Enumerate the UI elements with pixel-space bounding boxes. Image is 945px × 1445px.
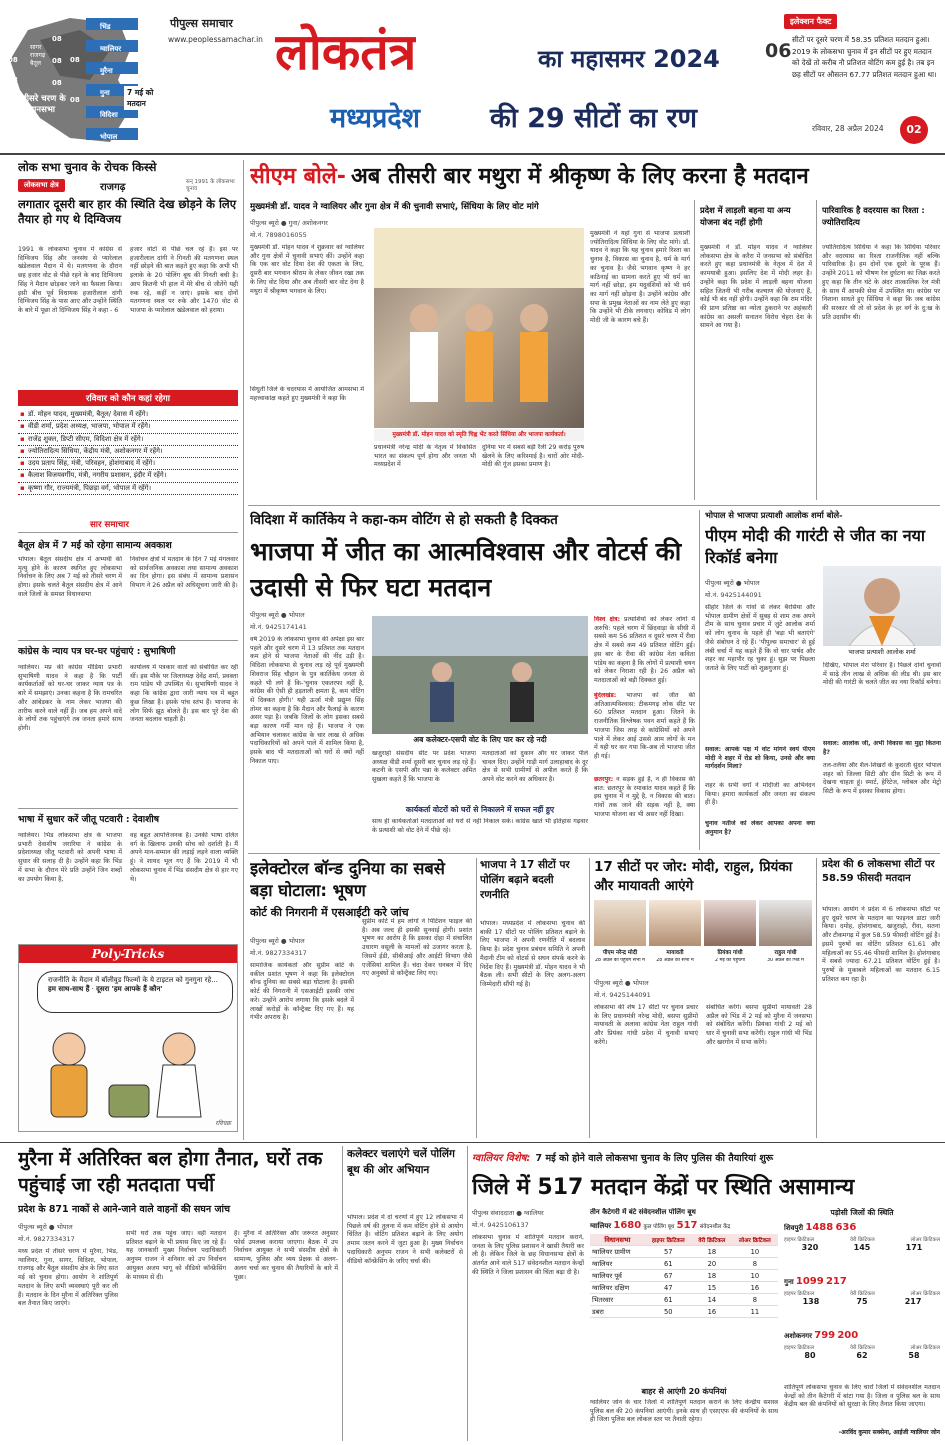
bonds-mobile: मो.नं. 9827334317: [250, 949, 307, 957]
morena-col1: मध्य प्रदेश में तीसरे चरण में मुरैना, भिंड, ग्वालियर, गुना, सागर, विदिशा, भोपाल, राजगढ़ और बैतूल संसदीय क्षेत्र के लिए सात मई को चुनाव होगा। आयोग ने शांतिपूर्ण मतदान के लिए सभी व्यवस्थाएं पूरी कर ली हैं। मतदान के दिन मुरैना में अतिरिक्त पुलिस बल तैनात किए जाएंगे।: [18, 1248, 118, 1308]
cm-headline: अब तीसरी बार मथुरा में श्रीकृष्ण के लिए करना है मतदान: [350, 164, 809, 189]
cm-photo-graphic: [374, 228, 584, 428]
cartoon-bubble: राजनीति के मैदान में बॉलीवुड फिल्मों के ये टाइटल को गुनगुना रहे... हम साथ-साथ हैं · दूसरा 'हम आपके हैं कौन': [37, 971, 233, 1013]
ig-quote: [784, 1384, 940, 1440]
bahar-title: बाहर से आएंगी 20 कंपनियां: [641, 1387, 727, 1396]
table-cell: 57: [645, 1246, 692, 1258]
cm-col1b: सिंधुती जिले के चदरयास में आयोजित आमसभा में महत्त्वाकांक्ष कहते हुए मुख्यमंत्री ने कहा कि: [250, 386, 364, 402]
district-card: [784, 1276, 940, 1328]
sub-label: हाइपर क्रिटिकल: [784, 1291, 815, 1297]
side-text: प्रत्याशियों को लेकर लोगों में अरुचि: पहले चरण में छिंदवाड़ा के सीधी में सबसे कम 56 प्रतिशत व दूसरे चरण में रीवा क्षेत्र में सबसे कम 49 प्रतिशत वोटिंग हुई। इस बार के रीवा की कांग्रेस नेता कविता पांडेय का कहना है कि लोगों में प्रत्याशी चयन को लेकर निराशा रही है। 26 अप्रैल को मतदाताओं को बड़ी दिक्कत हुई।: [594, 616, 695, 684]
table-cell: 16: [732, 1282, 778, 1294]
bhasha-col1: ग्वालियर। भिंड लोकसभा क्षेत्र के भाजपा प्रभारी देवाशीष जरारिया ने कांग्रेस के प्रदेशाध्यक्ष जीतू पटवारी को अपनी भाषा में सुधार की सलाह दी है। उन्होंने कहा कि भिंड में सभा के दौरान मेरे प्रति उन्होंने जिन शब्दों का उपयोग किया है,: [18, 832, 122, 883]
vidisha-strip: कार्यकर्ता वोटरों को घरों से निकालने में सफल नहीं हुए: [372, 804, 588, 816]
ravivar-item: ▪ डॉ. मोहन यादव, मुख्यमंत्री, बैतूल/ देवास में रहेंगे।: [18, 409, 238, 421]
district-lower: 171: [905, 1243, 923, 1252]
total-polling-booths-label: कुल पोलिंग बूथ: [643, 1224, 675, 1230]
map-note: विधानसभा: [22, 105, 55, 115]
leader-name: पीएम नरेन्द्र मोदी: [602, 950, 638, 956]
gwalior-mobile: मो.नं. 9425106137: [472, 1221, 529, 1229]
alok-col1b: सवाल: आपके पक्ष में वोट मांगने स्वयं पीएम मोदी ने शहर में रोड शो किया, उनसे और क्या मार्गदर्शन मिला?: [705, 746, 815, 771]
total-sensitive-label: संवेदनशील केंद्र: [699, 1224, 731, 1230]
alok-headline: पीएम मोदी की गारंटी से जीत का नया रिकॉर्ड बनेगा: [705, 526, 926, 567]
title-sub: का महासमर 2024: [538, 45, 720, 73]
vidisha-strip-text: साथ ही कार्यकर्ताओं मतदाताओं को घरों से नहीं निकाल सके। कांग्रेस खाते भी इतिहास गढ़वार के प्रत्याशी को वोट देने में पीछे रहे।: [372, 818, 588, 834]
table-cell: ग्वालियर ग्रामीण: [590, 1246, 645, 1258]
collector-headline: कलेक्टर चलाएंगे चलें पोलिंग बूथ की ओर अभियान: [347, 1148, 455, 1176]
table-cell: ग्वालियर: [590, 1258, 645, 1270]
rochak-section: [18, 160, 238, 390]
modi-col2: संबोधित करेंगे। बसपा सुप्रीमो मायावती 28 अप्रैल को भिंड में 2 मई को मुरैना में जनसभा को संबोधित करेंगी। प्रियंका गांधी 2 मई को धार में चुनावी सभा करेंगी। राहुल गांधी भी भिंड और खरगोन में सभा करेंगे।: [706, 1004, 812, 1046]
table-cell: 67: [645, 1270, 692, 1282]
district-card: [784, 1330, 940, 1382]
map-note: क्षेत्र: [22, 116, 33, 126]
side2-text: ज्योतिरादित्य सिंधिया ने कहा कि सिंधिया परिवार और वदरयास का रिश्ता राजनीतिक नहीं बल्कि पारिवारिक है। हम दोनों एक दूसरे के पूरक हैं। उन्होंने 2011 को भीषण रेल दुर्घटना का जिक्र करते हुए कहा कि तीन घंटे के अंदर तात्कालिक रेल मंत्री के साथ मैं आपकी सेवा में उपस्थित था। कांग्रेस पर निशाना साधते हुए सिंधिया ने कहा कि जब कांग्रेस की सरकार थी तो वो प्रदेश के हर वर्ग के दु:ख के प्रति उदासीन थी।: [822, 244, 940, 321]
side2-headline: पारिवारिक है वदरयास का रिश्ता : ज्योतिरादित्य: [822, 205, 925, 227]
saar-label: सार समाचार: [90, 520, 129, 530]
vidisha-photo-text2: मतदाताओं को दुकान और घर जाकर पीले चावल दिए। उन्होंने गाड़ी मार्ग उलाहाबाद के दूर क्षेत्र से सभी ग्रामीणों से अपील करते हैं कि अपने वोट करने का अधिकार है।: [482, 750, 588, 784]
cm-side2: [822, 204, 940, 500]
side-tag: विश्व क्षेत्र:: [594, 616, 621, 623]
cartoon-illustration: [29, 1019, 229, 1127]
leader-photo: [594, 900, 646, 946]
leader-photo: [704, 900, 756, 946]
leader-card: [704, 900, 756, 974]
masthead: [0, 0, 945, 152]
seventeen-col1: भोपाल। मध्यप्रदेश में लोकसभा चुनाव की बाकी 17 सीटों पर पोलिंग प्रतिशत बढ़ाने के लिए भाजपा ने अपनी रणनीति में बदलाव किया है। प्रदेश चुनाव प्रबंधन समिति ने अपनी मैदानी टीम को वोटर्स से सघन संपर्क करने के निर्देश दिए हैं। मुख्यमंत्री डॉ. मोहन यादव ने भी बैठक ली। सभी सीटों के लिए अलग-अलग जिम्मेदारी सौंपी गई है।: [480, 920, 585, 988]
quote-text: शांतिपूर्ण लोकसभा चुनाव के लिए चारों जिलों में संवेदनशील मतदान केन्द्रों को तीन कैटेगरी में बांटा गया है। जिला व पुलिस बल के साथ केंद्रीय बल की कंपनियों को सुरक्षा के लिए तैनात किया जाएगा।: [784, 1384, 940, 1409]
vidisha-photo-text: खजुराहो संसदीय सीट पर प्रदेश भाजपा अध्यक्ष वीडी शर्मा दूसरी बार चुनाव लड़ रहे हैं। कटनी के एसपी और पन्ना के कलेक्टर अमित सुखला कहते हैं कि भाजपा के: [372, 750, 476, 784]
table-row: [590, 1294, 778, 1306]
map-num: 08: [8, 36, 18, 44]
cm-photo: [374, 228, 584, 428]
fact-text: सीटों पर दूसरे चरण में 58.35 प्रतिशत मतदान हुआ। 2019 के लोकसभा चुनाव में इन सीटों पर हुए मतदान को देखें तो करीब नौ प्रतिशत वोटिंग कम हुई है। तब इन छह सीटों पर औसतन 67.77 प्रतिशत मतदान हुआ था।: [792, 35, 937, 79]
vidisha-side-block: [594, 616, 695, 688]
bhasha-story: [18, 812, 238, 940]
bhasha-headline: भाषा में सुधार करें जीतू पटवारी : देवाशीष: [18, 814, 160, 825]
fact-story: [822, 858, 940, 1138]
leader-name: मायावती: [666, 950, 684, 956]
page-number: 02: [900, 116, 928, 144]
district-lower: 58: [908, 1351, 920, 1360]
cm-deck: मुख्यमंत्री डॉ. यादव ने ग्वालियर और गुना क्षेत्र में की चुनावी सभाएं, सिंधिया के लिए वोट मांगे: [250, 202, 539, 212]
quote-author: -अरविंद कुमार सक्सेना, आईजी ग्वालियर जोन: [838, 1429, 940, 1436]
kshetra-tag: लोकसभा क्षेत्र: [18, 179, 65, 192]
bonds-col1: सामाजिक कार्यकर्ता और सुप्रीम कोर्ट के वकील प्रशांत भूषण ने कहा कि इलेक्टोरल बॉन्ड दुनिया का सबसे बड़ा घोटाला है। इसकी कोर्ट की निगरानी में एसआईटी इसकी जांच करे। उन्होंने आरोप लगाया कि इसके बदले में लाखों करोड़ों के कॉन्ट्रैक्ट दिए गए हैं। यह गंभीर अपराध है।: [250, 962, 354, 1022]
padosi-box: [784, 1208, 940, 1382]
district-sensitive: 200: [837, 1330, 859, 1341]
map-num: 08: [52, 57, 62, 65]
morena-deck: प्रदेश के 871 नाकों से आने-जाने वाले वाहनों की सघन जांच: [18, 1204, 231, 1215]
district-hyper: 320: [801, 1243, 819, 1252]
table-cell: भितरवार: [590, 1294, 645, 1306]
cartoon-signature: रविचक्र: [215, 1120, 231, 1127]
title-main: लोकतंत्र: [275, 23, 417, 81]
sub-label: लोअर क्रिटिकल: [910, 1345, 940, 1351]
modi-byline: पीपुल्स ब्यूरो ● भोपाल: [594, 979, 649, 987]
cm-headline-red: सीएम बोले-: [250, 164, 346, 189]
date: रविवार, 28 अप्रैल 2024: [812, 124, 884, 133]
leader-photo: [649, 900, 701, 946]
table-header-row: [590, 1234, 778, 1246]
map-note: मतदान: [127, 99, 146, 108]
leader-name: प्रियंका गांधी: [717, 950, 743, 956]
vidisha-story: [250, 510, 695, 860]
map-label: मुरैना: [100, 67, 113, 75]
table-cell: 10: [732, 1270, 778, 1282]
small-tag: सन्‌ 1991 के लोकसभा चुनाव: [186, 179, 235, 192]
map-num: 08: [8, 56, 18, 64]
alok-photo: [823, 566, 941, 646]
table-cell: ग्वालियर दक्षिण: [590, 1282, 645, 1294]
vidisha-headline: भाजपा में जीत का आत्मविश्वास और वोटर्स की उदासी से फिर घटा मतदान: [250, 537, 682, 602]
subtitle-state: मध्यप्रदेश: [330, 103, 421, 134]
brand-name: पीपुल्स समाचार: [170, 17, 233, 30]
vidisha-col1: वर्ष 2019 के लोकसभा चुनाव की अपेक्षा इस बार पहले और दूसरे चरण में 13 प्रतिशत तक मतदान कम होने से भाजपा नेताओं की नींद उड़ी है। विदिशा लोकसभा से चुनाव लड़ रहे पूर्व मुख्यमंत्री शिवराज सिंह चौहान के पुत्र कार्तिकेय जनता से कहते भी लगे हैं कि-'चुनाव एकतरफा नहीं है, कांग्रेस की ऐसी ही हड़ताली क्षमता है, कम वोटिंग से दिक्कत होगी।' यही ऊर्जा मंत्री प्रद्युम्न सिंह तोमर का कहना है कि मैदान और फैलाई के कारण असर पड़ा है। जबकि जिलों के लोग इसका सबसे बड़ा कारण गर्मी मान रहे हैं। भाजपा ने एक अभियान चलाकर कांग्रेस के चार लाख से अधिक पदाधिकारियों को अपने पाले में शामिल किया है, इसके बाद भी मतदाताओं को घरों से क्यों नहीं निकाल पाए।: [250, 636, 364, 765]
cm-col3: मुख्यमंत्री ने यहां गुना से भाजपा प्रत्याशी ज्योतिरादित्य सिंधिया के लिए वोट मांगे। डॉ. यादव ने कहा कि यह चुनाव हमारे रिश्ता का चुनाव है, विकास का चुनाव है, धर्म के मार्ग का चुनाव है। जैसे भगवान कृष्ण ने हर कठिनाई का सामना करते हुए भी धर्म का मार्ग नहीं छोड़ा, हम यदुवंशियों को भी धर्म का मार्ग नहीं छोड़ना है। उन्होंने कांग्रेस और सपा के प्रमुख नेताओं का नाम लेते हुए कहा कि उन्होंने भी टीके लगवाए। कोविड में लोग मोदी जी के कारण बचे हैं।: [590, 230, 690, 325]
map-num: 08: [70, 56, 80, 64]
side-tag: छतरपुर:: [594, 776, 614, 783]
subtitle-rest: की 29 सीटों का रण: [490, 103, 698, 134]
sub-label: वेरी क्रिटिकल: [849, 1237, 875, 1243]
district-sensitive: 217: [825, 1276, 847, 1287]
sub-label: वेरी क्रिटिकल: [849, 1345, 875, 1351]
vidisha-photo-caption: अब कलेक्टर-एसपी वोट के लिए पार कर रहे नदी: [372, 734, 588, 746]
collector-story: [347, 1146, 463, 1441]
morena-headline: मुरैना में अतिरिक्त बल होगा तैनात, घरों तक पहुंचाई जा रही मतदाता पर्ची: [18, 1148, 323, 1196]
table-cell: 8: [732, 1258, 778, 1270]
betul-story: [18, 538, 238, 638]
rochak-col2: हजार वोटों से पीछे चल रहे हैं। इस पर हजारीलाल दांगी ने गिनती की मतगणना स्थल नहीं छोड़ने की बात कहते हुए कहा कि अभी भी इलाके के 20 पोलिंग बूथ की गिनती बची है। आप कितनी भी हाल में मेरे बीच से जीतेंगे यही रुक रहे, कहीं न जाएं। इसके बाद दोनों मतगणना स्थल पर रुके और 1470 वोट से भाजपा के प्यारेलाल खंडेलवाल को हराया।: [130, 246, 238, 314]
vidisha-mobile: मो.नं. 9425174141: [250, 623, 307, 631]
vidisha-byline: पीपुल्स ब्यूरो ● भोपाल: [250, 611, 305, 619]
sub-label: वेरी क्रिटिकल: [849, 1291, 875, 1297]
sub-label: हाइपर क्रिटिकल: [784, 1237, 815, 1243]
side-tag: बुंदेलखंड:: [594, 692, 617, 699]
vidisha-kicker: विदिशा में कार्तिकेय ने कहा-कम वोटिंग से हो सकती है दिक्कत: [250, 512, 558, 528]
map-label: राजगढ़: [30, 52, 46, 59]
leader-photo: [759, 900, 812, 946]
alok-photo-graphic: [823, 566, 941, 646]
sub-label: लोअर क्रिटिकल: [910, 1237, 940, 1243]
cm-col1: मुख्यमंत्री डॉ. मोहन यादव ने शुक्रवार को ग्वालियर और गुना क्षेत्रों में चुनावी सभाएं कीं। उन्होंने कहा कि एक बार वोट दिया देश की एकता के लिए, दूसरी बार भगवान श्रीराम के लेकर जीवन रखा तक के लिए वोट दिया और अब तीसरी बार वोट देना है मथुरा में श्रीकृष्ण भगवान के लिए।: [250, 244, 364, 295]
bonds-headline: इलेक्टोरल बॉन्ड दुनिया का सबसे बड़ा घोटाला: भूषण: [250, 859, 445, 900]
gwalior-col1: लोकसभा चुनाव में शांतिपूर्ण मतदान कराने, जनता के लिए पुलिस प्रशासन ने खासी तैयारी कर ली है। लेकिन जिले के छह विधानसभा क्षेत्रों के अंतर्गत आने वाले 517 संवेदनशील मतदान केन्द्रों की स्थिति ने जिला प्रशासन की चिंता बढ़ा दी है।: [472, 1234, 584, 1276]
booth-table: [590, 1234, 778, 1318]
district-hyper: 80: [804, 1351, 816, 1360]
gwalior-headline: जिले में 517 मतदान केंद्रों पर स्थिति असामान्य: [472, 1175, 855, 1200]
map-label: गुना: [100, 89, 110, 97]
table-cell: 14: [692, 1294, 732, 1306]
district-total: 1488: [805, 1222, 834, 1233]
rochak-title: लोक सभा चुनाव के रोचक किस्से: [18, 160, 157, 174]
table-cell: 16: [692, 1306, 732, 1318]
bonds-byline: पीपुल्स ब्यूरो ● भोपाल: [250, 937, 305, 945]
ravivar-item: ▪ उदय प्रताप सिंह, मंत्री, परिवहन, होशंगाबाद में रहेंगे।: [18, 458, 238, 470]
table-cell: 47: [645, 1282, 692, 1294]
table-cell: 20: [692, 1258, 732, 1270]
table-cell: ग्वालियर पूर्व: [590, 1270, 645, 1282]
side-text: न सड़क हुई है, न ही विकास की बात: छतरपुर के रमाकांत यादव कहते हैं कि इस चुनाव में न मुद्दे है, न विकास की बात। गांवों तक जाने की सड़क नहीं है, क्या भाजपा योजना का भी असर नहीं दिखा।: [594, 776, 695, 818]
leader-date: 30 अप्रैल को भिंड में: [767, 958, 804, 963]
leader-date: 28 अप्रैल को पहुंचेंगे सभा में: [594, 958, 646, 963]
alok-photo-caption: भाजपा प्रत्याशी आलोक शर्मा: [823, 646, 941, 658]
gwalior-story: [472, 1146, 940, 1441]
fact-text: भोपाल। आयोग ने प्रदेश में 6 लोकसभा सीटों पर हुए दूसरे चरण के मतदान का फाइनल डाटा जारी किया। दमोह, होशंगाबाद, खजुराहो, रीवा, सतना और टीकमगढ़ में कुल 58.59 फीसदी वोटिंग हुई है। इसमें पुरुषों का वोटिंग प्रतिशत 61.61 और महिलाओं का 55.46 फीसदी शामिल है। होशंगाबाद में सबसे ज्यादा 67.21 प्रतिशत वोटिंग हुई है। पुरुषों के मुकाबले महिलाओं का मतदान 6.15 प्रतिशत कम रहा है।: [822, 906, 940, 983]
table-cell: 18: [692, 1246, 732, 1258]
cm-col2: दुनिया भर में सबसे बड़ी रैली 29 करोड़ पुरुष खेलने के लिए करिश्माई है। चारों ओर मोदी-मोदी की गूंज इसका प्रमाण है।: [482, 444, 584, 469]
district-name: अशोकनगर: [784, 1332, 812, 1340]
table-cell: 11: [732, 1306, 778, 1318]
map-label: ग्वालियर: [100, 45, 122, 53]
modi-headline: 17 सीटों पर जोर: मोदी, राहुल, प्रियंका और मायावती आएंगे: [594, 859, 793, 894]
collector-col1: भोपाल। प्रदेश में दो चरणों में हुए 12 लोकसभा में पिछले वर्ष की तुलना में कम वोटिंग होने से आयोग चिंतित है। वोटिंग प्रतिशत बढ़ाने के लिए अयोग तमाम जतन करने में जुटा हुआ है। मुख्य निर्वाचन पदाधिकारी अनुपम राजन ने सभी कलेक्टरों से वीडियो कॉन्फ्रेंसिंग के जरिए चर्चा की।: [347, 1214, 463, 1265]
ravivar-title: रविवार को कौन कहां रहेगा: [18, 390, 238, 406]
gwalior-kicker-red: ग्वालियर विशेष:: [472, 1153, 531, 1164]
alok-story: [705, 510, 941, 850]
booth-table-box: [590, 1208, 778, 1388]
cartoon-text: दूसरा 'हम आपके हैं कौन': [96, 985, 163, 993]
poly-tricks-box: [18, 944, 238, 1132]
brand-url: www.peoplessamachar.in: [168, 35, 263, 44]
table-cell: 8: [732, 1294, 778, 1306]
alok-byline: पीपुल्स ब्यूरो ● भोपाल: [705, 579, 760, 587]
district-name: शिवपुरी: [784, 1224, 804, 1232]
vidisha-photo: [372, 616, 588, 734]
table-row: [590, 1258, 778, 1270]
district-very: 75: [856, 1297, 868, 1306]
alok-mobile: मो.नं. 9425144091: [705, 591, 762, 599]
table-cell: 61: [645, 1258, 692, 1270]
ravivar-item: ▪ ज्योतिरादित्य सिंधिया, केंद्रीय मंत्री, अशोकनगर में रहेंगे।: [18, 446, 238, 458]
table-row: [590, 1306, 778, 1318]
district-total: 799: [814, 1330, 836, 1341]
vidisha-side: [594, 616, 695, 852]
alok-col2: दिखिए, भोपाल मेरा परिवार है। पिछले दोनों चुनावों में साढ़े तीन लाख से अधिक की लीड थी। इस बार मोदी की गारंटी के चलते जीत का नया रिकॉर्ड बनेगा।: [823, 662, 941, 687]
seventeen-story: [480, 858, 585, 1138]
table-cell: 50: [645, 1306, 692, 1318]
map-note: तीसरे चरण के: [22, 94, 66, 104]
total-polling-booths: 1680: [613, 1220, 642, 1231]
leader-name: राहुल गांधी: [774, 950, 797, 956]
alok-col2b: सवाल: आलोक जी, अभी विकास का मुद्दा कितना है?: [823, 740, 941, 756]
bonds-story: [250, 858, 472, 1138]
ravivar-item: ▪ राजेंद्र शुक्ल, डिप्टी सीएम, विदिशा क्षेत्र में रहेंगे।: [18, 434, 238, 446]
district-very: 145: [853, 1243, 871, 1252]
congress-col1: ग्वालियर। मप्र की कांग्रेस मीडिया प्रभारी सुभाषिणी यादव ने कहा है कि पार्टी कार्यकर्ताओं को घर-घर जाकर न्याय पत्र के बारे में समझाएं। उनका कहना है कि रामचरित और आंबेडकर के नाम लेकर भाजपा की तारीफ करने वाले नहीं हैं। जब हम अपने वादे के लोगों तक पहुंचाएंगे तब जनता हमारे साथ होगी।: [18, 664, 122, 732]
district-card: [784, 1222, 940, 1274]
cm-photo-caption: मुख्यमंत्री डॉ. मोहन यादव को स्मृति चिह्न भेंट करते सिंधिया और भाजपा कार्यकर्ता।: [374, 429, 584, 441]
modi-story: [594, 858, 812, 1138]
cm-byline: पीपुल्स ब्यूरो ● गुना/ अशोकनगर: [250, 219, 328, 227]
alok-col1d: चुनाव नतीजे को लेकर आपका अपना क्या अनुमान है?: [705, 820, 815, 836]
bonds-deck: कोर्ट की निगरानी में एसआईटी करे जांच: [250, 906, 409, 919]
table-cell: 10: [732, 1246, 778, 1258]
ravivar-box: [18, 390, 238, 510]
morena-story: [18, 1146, 338, 1441]
table-header: लोअर क्रिटिकल: [732, 1234, 778, 1246]
betul-headline: बैतूल क्षेत्र में 7 मई को रहेगा सामान्य अवकाश: [18, 540, 172, 551]
map-num: 08: [52, 35, 62, 43]
cartoon-text: हम साथ-साथ हैं: [48, 985, 90, 993]
leader-date: 28 अप्रैल को सभा में: [656, 958, 694, 963]
side1-headline: प्रदेश में लाड़ली बहना या अन्य योजना बंद नहीं होगी: [700, 205, 791, 227]
sub-label: हाइपर क्रिटिकल: [784, 1345, 815, 1351]
table-header: वेरी क्रिटिकल: [692, 1234, 732, 1246]
rally-photos: [594, 900, 812, 974]
alok-kicker: भोपाल से भाजपा प्रत्याशी आलोक शर्मा बोले-: [705, 510, 843, 520]
map-num: 08: [52, 79, 62, 87]
morena-col3: है। मुरैना में अतिरिक्त और जरूरत अनुसार फोर्स उपलब्ध कराया जाएगा। बैठक में उप निर्वाचन आयुक्त ने सभी संसदीय क्षेत्रों के सामान्य, पुलिस और व्यय प्रेक्षक से अलग-अलग चर्चा कर चुनाव की तैयारियों के बारे में पूछा।: [234, 1230, 338, 1281]
alok-col1: सीहोर जिले के गांवों से लेकर बैरसिया और भोपाल ग्रामीण क्षेत्रों में सुबह से शाम तक अपने टीम के साथ चुनाव प्रचार में जुटे आलोक शर्मा को लोग चुनाव के पहले ही 'बड़ा भी बताएंगे' जैसे संबोधन दे रहे हैं। 'पीपुल्स समाचार' से हुई लंबी चर्चा में यह कहते हैं कि वो चार पार्षद और शहर का महापौर रह चुका हूं। सुझ पर पिछ्ला जताते के लिए पार्टी को शुक्रगुजार हूं।: [705, 604, 815, 672]
cm-col2a: प्रधानमंत्री नरेन्द्र मोदी के नेतृत्व में विकसित भारत का संकल्प पूर्ण होगा और जनता भी मध्यप्रदेश में: [374, 444, 476, 469]
cm-mobile: मो.नं. 7898016055: [250, 231, 307, 239]
alok-col1c: शहर के सभी वर्गों ने मोदीजी का अभिनंदन किया। हमारा कार्यकर्ता और जनता का संकल्प ही है।: [705, 782, 815, 807]
table-cell: 18: [692, 1270, 732, 1282]
map-label: भिंड: [100, 23, 111, 31]
district-total: 1099: [795, 1276, 824, 1287]
leader-card: [594, 900, 646, 974]
congress-col2: कार्यालय में पत्रकार वार्ता को संबोधित कर रही थीं। इस मौके पर जिलाध्यक्ष देवेंद्र शर्मा, प्रवक्ता राम पांडेय भी उपस्थित थे। सुभाषिणी यादव ने कहा कि कांग्रेस द्वारा जारी न्याय पत्र में बहुत कुछ लिखा है। इसके पांच स्तंभ हैं। भाजपा के लोग सिर्फ झूठ बोलते हैं। इस बार पूरे देश की जनता बदलाव चाहती है।: [130, 664, 238, 724]
table-row: [590, 1282, 778, 1294]
table-cell: डबरा: [590, 1306, 645, 1318]
ravivar-item: ▪ कृष्णा गौर, राज्यमंत्री, पिछड़ा वर्ग, भोपाल में रहेंगे।: [18, 483, 238, 495]
fact-headline: प्रदेश की 6 लोकसभा सीटों पर 58.59 फीसदी मतदान: [822, 859, 935, 884]
gwalior-kicker: 7 मई को होने वाले लोकसभा चुनाव के लिए पुलिस की तैयारियां शुरू: [535, 1153, 774, 1164]
seventeen-headline: भाजपा ने 17 सीटों पर पोलिंग बढ़ाने बदली रणनीति: [480, 859, 570, 901]
table-header: हाइपर क्रिटिकल: [645, 1234, 692, 1246]
rochak-headline: लगातार दूसरी बार हार की स्थिति देख छोड़ने के लिए तैयार हो गए थे दिग्विजय: [18, 197, 237, 226]
election-fact-label: इलेक्शन फैक्ट: [784, 14, 837, 29]
map-num: 08: [70, 96, 80, 104]
district-lower: 217: [904, 1297, 922, 1306]
morena-byline: पीपुल्स ब्यूरो ● भोपाल: [18, 1223, 73, 1231]
bonds-col2: सुप्रीम कोर्ट में हम लोगों ने पिटिशन फाइल की है। अब जल्द ही इसकी सुनवाई होगी। प्रशांत भूषण का आरोप है कि इसका दोहा में संचालित उधारण वसूली के मामलों को उजागर करता है, जिसमें ईडी, सीबीआई और आईटी विभाग जैसे एजेंसियां शामिल हैं। चंदा देकर धनबल में दिए गए अनुबंधों से कॉन्ट्रैक्ट लिए गए।: [362, 918, 472, 978]
bahar-box: [590, 1386, 778, 1440]
morena-mobile: मो.नं. 9827334317: [18, 1235, 75, 1243]
bhasha-col2: वह बहुत आपत्तिजनक है। उनकी भाषा दलित वर्ग के खिलाफ उनकी सोच को दर्शाती है। मैं अपने मान-सम्मान की लड़ाई लड़ने वाला व्यक्ति हूं। वे शायद भूल गए हैं कि 2019 में भी लोकसभा चुनाव में भिंड संसदीय क्षेत्र से हार गए थे।: [130, 832, 238, 883]
total-sensitive: 517: [676, 1220, 698, 1231]
vidisha-photo-graphic: [372, 616, 588, 734]
fact-number: 06: [765, 40, 792, 62]
congress-headline: कांग्रेस के न्याय पत्र घर-घर पहुंचाएं : सुभाषिणी: [18, 646, 176, 657]
cm-main: [250, 200, 690, 500]
table-header: विधानसभा: [590, 1234, 645, 1246]
gwalior-byline: पीपुल्स संवाददाता ● ग्वालियर: [472, 1209, 544, 1217]
table-cell: 15: [692, 1282, 732, 1294]
congress-story: [18, 644, 238, 804]
leader-card: [649, 900, 701, 974]
side1-text: मुख्यमंत्री ने डॉ. मोहन यादव ने ग्वालियर लोकसभा क्षेत्र के करैरा में जनसभा को संबोधित करते हुए कहा प्रधानमंत्री के नेतृत्व में देश में कामयाबी हुआ। इसलिए देश में मोदी लहर है। उन्होंने कहा कि प्रदेश में लाड़ली बहना योजना सहित जितनी भी गरीब कल्याण की योजनाएं हैं, कोई भी बंद नहीं होगी। उन्होंने कहा कि राम मंदिर की प्राण प्रतिष्ठा का न्योता ठुकराने पर अहंकारी कांग्रेस का असली सनातन विरोध चेहरा देश के सामने आ गया है।: [700, 244, 812, 330]
vidisha-side-block: [594, 776, 695, 850]
map-note: 7 मई को: [127, 88, 154, 97]
bahar-text: ग्वालियर जोन के चार जिलों में शांतिपूर्ण मतदान कराने के लिए केन्द्रीय सशस्त्र पुलिस बल की 20 कंपनियां आएंगी। इनके साथ ही एसएएफ की कंपनियों के साथ ही जिला पुलिस बल लोकल स्तर पर तैनाती रहेगा।: [590, 1399, 778, 1424]
map-label: भोपाल: [100, 133, 118, 141]
cm-side1: [700, 204, 812, 500]
map-num: 08: [8, 76, 18, 84]
district-name: गुना: [784, 1278, 794, 1286]
table-title: तीन कैटेगरी में बंटे संवेदनशील पोलिंग बूथ: [590, 1208, 696, 1216]
ravivar-item: ▪ कैलाश विजयवर्गीय, मंत्री, नगरीय प्रशासन, इंदौर में रहेंगे।: [18, 470, 238, 482]
total-label: ग्वालियर: [590, 1222, 612, 1230]
modi-mobile: मो.नं. 9425144091: [594, 991, 651, 999]
district-sensitive: 636: [835, 1222, 857, 1233]
modi-col1: लोकसभा की शेष 17 सीटों पर चुनाव प्रचार के लिए प्रधानमंत्री नरेन्द्र मोदी, बसपा सुप्रीमो मायावती के अलावा कांग्रेस नेता राहुल गांधी और प्रियंका गांधी प्रदेश में चुनावी सभाएं करेंगे।: [594, 1004, 698, 1046]
table-cell: 61: [645, 1294, 692, 1306]
vidisha-side-block: [594, 692, 695, 772]
kshetra-name: राजगढ़: [100, 182, 126, 193]
leader-card: [759, 900, 812, 974]
table-row: [590, 1270, 778, 1282]
cartoon-text: राजनीति के मैदान में बॉलीवुड फिल्मों के ये टाइटल को गुनगुना रहे...: [48, 976, 218, 984]
rochak-col1: 1991 के लोकसभा चुनाव में कांग्रेस से दिग्विजय सिंह और जनसंघ से प्यारेलाल खंडेलवाल मैदान में थे। मतगणना के दौरान छह हजार वोट से पीछे रहने के बाद दिग्विजय सिंह ने मैदान छोड़कर जाने का फैसला किया। इसी बीच पूर्व विधायक हजारीलाल दांगी दिग्विजय सिंह के पास आए और उन्होंने स्थिति के बारे में पूछा तो दिग्विजय सिंह ने कहा - 6: [18, 246, 122, 314]
padosi-title: पड़ोसी जिलों की स्थिति: [830, 1208, 894, 1217]
map-label: सागर: [30, 44, 42, 51]
ravivar-item: ▪ वीडी शर्मा, प्रदेश अध्यक्ष, भाजपा, भोपाल में रहेंगे।: [18, 421, 238, 433]
sub-label: लोअर क्रिटिकल: [910, 1291, 940, 1297]
side-text: भाजपा को जीत की अतिआत्मविश्वास: टीकमगढ़ लोक सीट पर 60 प्रतिशत मतदान हुआ। जितने के राजनीतिक विश्लेषक पवन शर्मा कहते हैं कि भाजपा जिस तरह से कांग्रेसियों को अपने पाले में लेकर आई उससे आम लोगों के मन में यही घर कर गया कि-अब तो भाजपा जीत ही गई।: [594, 692, 695, 760]
leader-date: 2 मई को पहुंचेंगी: [714, 958, 746, 963]
betul-col2: निर्वाचन क्षेत्रों में मतदान के दिन 7 मई मंगलवार को सार्वजनिक अवकाश तथा सामान्य अवकाश का दिन होगा। इस संबंध में सामान्य प्रशासन विभाग ने 26 अप्रैल को अधिसूचना जारी की है।: [130, 556, 238, 590]
map-label: विदिशा: [100, 111, 118, 119]
poly-tricks-title: Poly-Tricks: [19, 945, 237, 963]
morena-col2: सभी घरों तक पहुंच जाए। वहीं मतदान प्रतिशत बढ़ाने के भी प्रयास किए जा रहे हैं। यह जानकारी मुख्य निर्वाचन पदाधिकारी अनुपम राजन ने शनिवार को उप निर्वाचन आयुक्त अजय भागू को वीडियो कॉन्फ्रेंसिंग के माध्यम से दी।: [126, 1230, 226, 1281]
district-very: 62: [856, 1351, 868, 1360]
table-row: [590, 1246, 778, 1258]
map-label: बैतूल: [30, 60, 41, 67]
district-hyper: 138: [802, 1297, 820, 1306]
betul-col1: भोपाल। बैतूल संसदीय क्षेत्र में अभ्यर्थी की मृत्यु होने के कारण स्थगित हुए लोकसभा निर्वाचन के लिए अब 7 मई को तीसरे चरण में होगा। इसके चलते बैतूल संसदीय क्षेत्र में आने वाले जिलों के समस्त विधानसभा: [18, 556, 122, 598]
alok-col2c: तल-तलैया और शैल-शिखरों के कुदरती सुंदर भोपाल शहर को जिल्ला सिटी और ग्रीन सिटी के रूप में देखना चाहता हूं। स्मार्ट, हेरिटेज, ग्लोबल और मेट्रो सिटी के रूप में इसका विकास होगा।: [823, 762, 941, 796]
